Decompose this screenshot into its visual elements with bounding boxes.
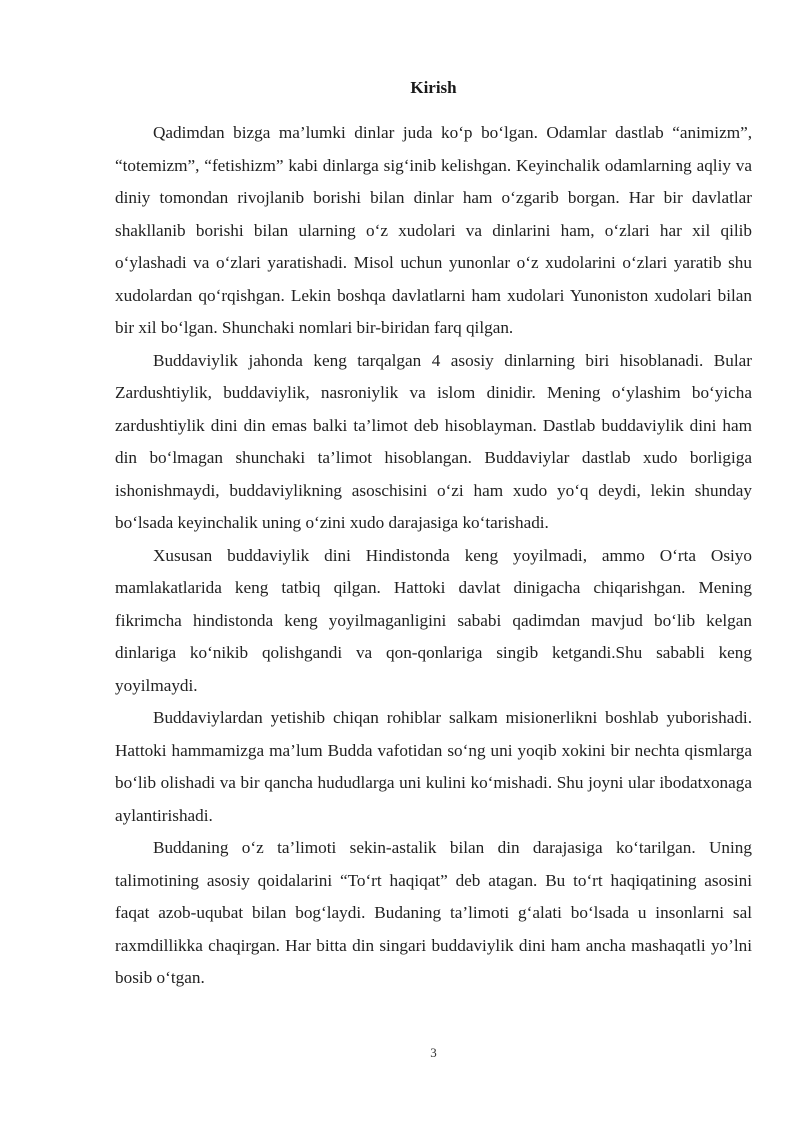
- page-number: 3: [430, 1045, 437, 1060]
- paragraph: Qadimdan bizga ma’lumki dinlar juda ko‘p bo‘lgan. Odamlar dastlab “animizm”, “totemizm”, “fetishizm” kabi dinlarga sig‘inib kelishgan. Keyinchalik odamlarning aqliy va diniy tomondan rivojlanib borishi bilan dinlar ham o‘zgarib borgan. Har bir davlatlar shakllanib borishi bilan ularning o‘z xudolari va dinlarini ham, o‘zlari har xil qilib o‘ylashadi va o‘zlari yaratishadi. Misol uchun yunonlar o‘z xudolarini o‘zlari yaratib shu xudolardan qo‘rqishgan. Lekin boshqa davlatlarni ham xudolari Yunoniston xudolari bilan bir xil bo‘lgan. Shunchaki nomlari bir-biridan farq qilgan.: [115, 123, 752, 337]
- paragraph: Buddaning o‘z ta’limoti sekin-astalik bilan din darajasiga ko‘tarilgan. Uning talimotining asosiy qoidalarini “To‘rt haqiqat” deb atagan. Bu to‘rt haqiqatining asosini faqat azob-uqubat bilan bog‘laydi. Budaning ta’limoti g‘alati bo‘lsada u insonlarni sal raxmdillikka chaqirgan. Har bitta din singari buddaviylik dini ham ancha mashaqatli yo’lni bosib o‘tgan.: [115, 838, 752, 987]
- paragraph: Xususan buddaviylik dini Hindistonda keng yoyilmadi, ammo O‘rta Osiyo mamlakatlarida keng tatbiq qilgan. Hattoki davlat dinigacha chiqarishgan. Mening fikrimcha hindistonda keng yoyilmaganligini sababi qadimdan mavjud bo‘lib kelgan dinlariga ko‘nikib qolishgandi va qon-qonlariga singib ketgandi.Shu sababli keng yoyilmaydi.: [115, 545, 752, 695]
- paragraph: Buddaviylik jahonda keng tarqalgan 4 asosiy dinlarning biri hisoblanadi. Bular Zardushtiylik, buddaviylik, nasroniylik va islom dinidir. Mening o‘ylashim bo‘yicha zardushtiylik dini din emas balki ta’limot deb hisoblayman. Dastlab buddaviylik dini ham din bo‘lmagan shunchaki ta’limot hisoblangan. Buddaviylar dastlab xudo borligiga ishonishmaydi, buddaviylikning asoschisini o‘zi ham xudo yo‘q deydi, lekin shunday bo‘lsada keyinchalik uning o‘zini xudo darajasiga ko‘tarishadi.: [115, 350, 752, 532]
- document-body: [115, 117, 752, 995]
- paragraph: Buddaviylardan yetishib chiqan rohiblar salkam misionerlikni boshlab yuborishadi. Hattoki hammamizga ma’lum Budda vafotidan so‘ng uni yoqib xokini bir nechta qismlarga bo‘lib olishadi va bir qancha hududlarga uni kulini ko‘mishadi. Shu joyni ular ibodatxonaga aylantirishadi.: [115, 708, 752, 825]
- page-title: Kirish: [410, 78, 457, 97]
